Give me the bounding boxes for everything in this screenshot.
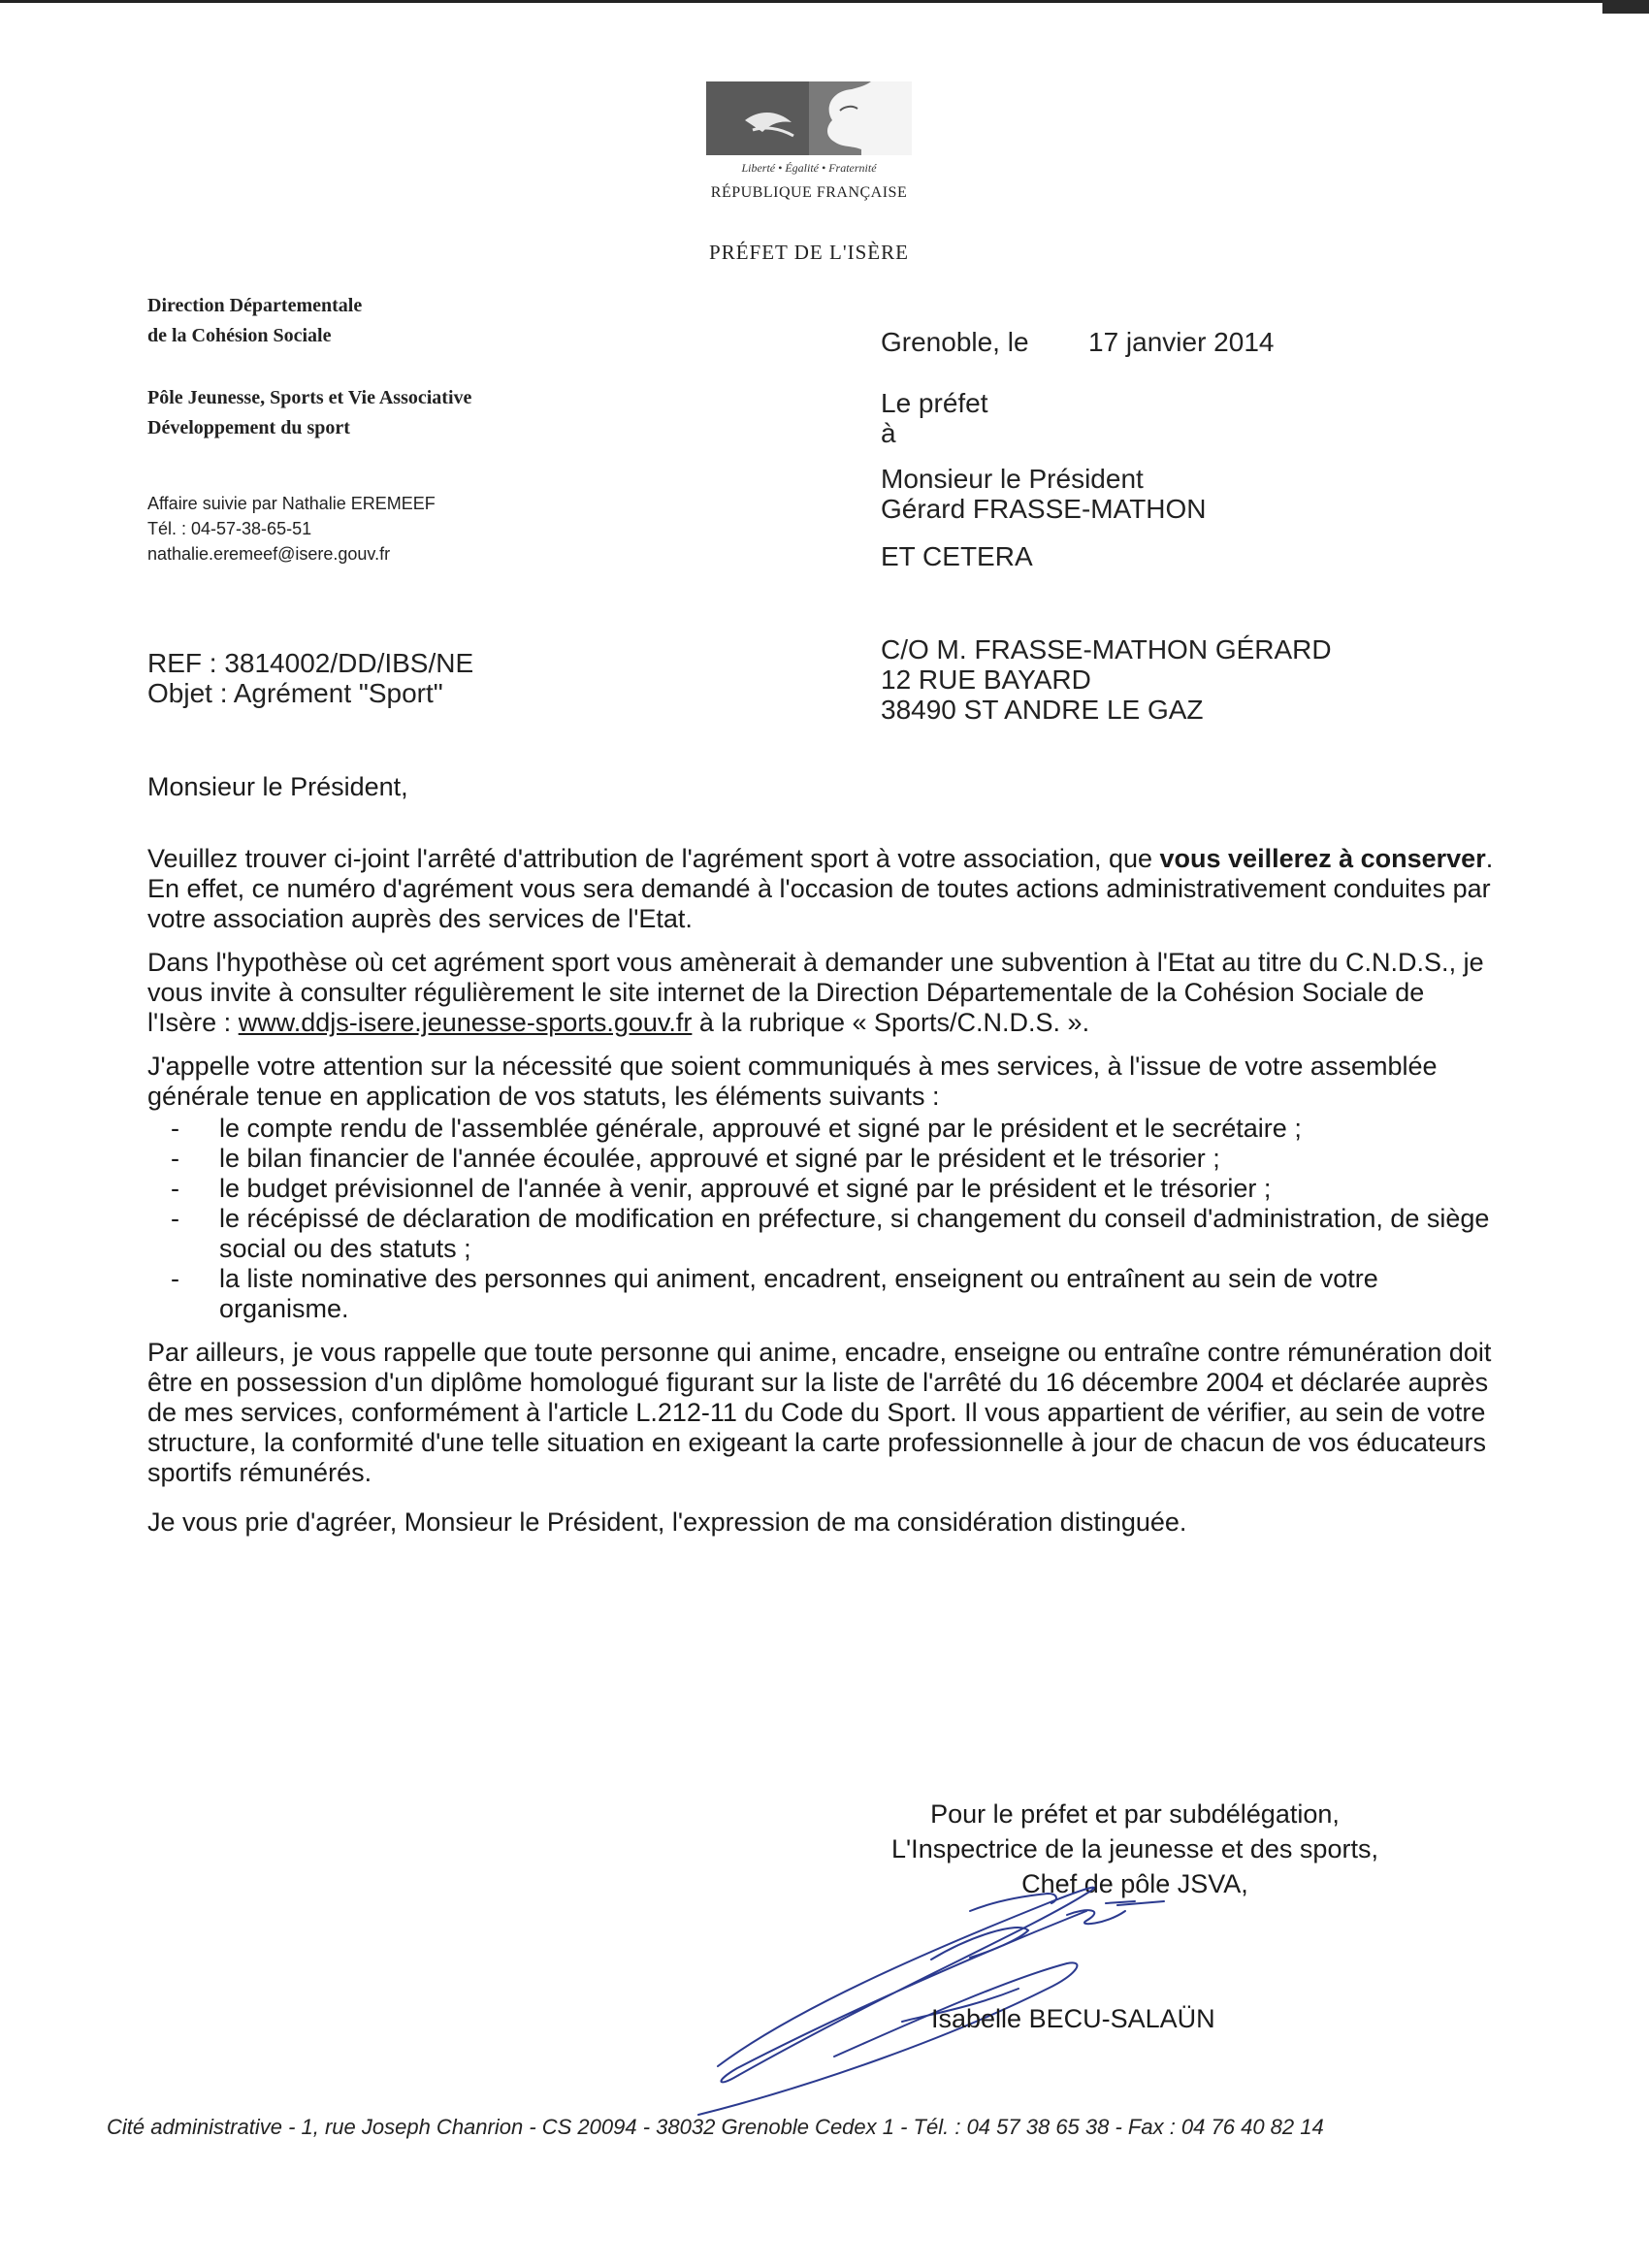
direction-block	[147, 291, 362, 351]
paragraph-2: Dans l'hypothèse où cet agrément sport vous amènerait à demander une subvention à l'Etat au titre du C.N.D.S., je vous invite à consulter régulièrement le site internet de la Direction Départementale de la Cohésion Sociale de l'Isère : www.ddjs-isere.jeunesse-sports.gouv.fr à la rubrique « Sports/C.N.D.S. ».	[147, 948, 1484, 1037]
list-item: - le budget prévisionnel de l'année à venir, approuvé et signé par le président et le trésorier ;	[171, 1174, 1272, 1203]
prefet-title: PRÉFET DE L'ISÈRE	[709, 241, 909, 264]
letter-body	[147, 844, 1496, 1551]
address-line: 38490 ST ANDRE LE GAZ	[881, 695, 1204, 725]
signature-line: L'Inspectrice de la jeunesse et des sports,	[891, 1834, 1378, 1863]
affaire-suivie: Affaire suivie par Nathalie EREMEEF	[147, 494, 436, 513]
list-item: - le récépissé de déclaration de modification en préfecture, si changement du conseil d'administration, de siège social ou des statuts ;	[171, 1204, 1490, 1263]
address-line: 12 RUE BAYARD	[881, 664, 1091, 695]
salutation: Monsieur le Président,	[147, 772, 408, 801]
requirements-list	[147, 1114, 1496, 1324]
recipient-line: Le préfet	[881, 388, 988, 418]
emphasis: vous veillerez à conserver	[1159, 844, 1486, 873]
recipient-line: ET CETERA	[881, 541, 1033, 571]
date: 17 janvier 2014	[1088, 327, 1275, 357]
pole-line: Pôle Jeunesse, Sports et Vie Associative	[147, 387, 472, 408]
email: nathalie.eremeef@isere.gouv.fr	[147, 544, 391, 564]
website-link[interactable]: www.ddjs-isere.jeunesse-sports.gouv.fr	[238, 1008, 693, 1037]
motto: Liberté • Égalité • Fraternité	[741, 161, 877, 175]
signature-line: Pour le préfet et par subdélégation,	[930, 1799, 1340, 1829]
recipient-line: Gérard FRASSE-MATHON	[881, 494, 1207, 524]
objet: Objet : Agrément "Sport"	[147, 678, 443, 708]
address-block	[881, 634, 1332, 725]
pole-line: Développement du sport	[147, 417, 350, 438]
recipient-name-block	[881, 464, 1207, 524]
paragraph-1: Veuillez trouver ci-joint l'arrêté d'attribution de l'agrément sport à votre association, que vous veillerez à conserver. En effet, ce numéro d'agrément vous sera demandé à l'occasion de toutes actions administrativement conduites par votre association auprès des services de l'Etat.	[147, 844, 1494, 933]
bullet-dash: -	[171, 1114, 179, 1143]
bullet-dash: -	[171, 1204, 179, 1233]
direction-line: Direction Départementale	[147, 295, 363, 316]
scan-corner-mark	[1602, 0, 1649, 14]
footer-address: Cité administrative - 1, rue Joseph Chanrion - CS 20094 - 38032 Grenoble Cedex 1 - Tél. : 04 57 38 65 38 - Fax : 04 76 40 82 14	[107, 2115, 1324, 2139]
recipient-line: Monsieur le Président	[881, 464, 1144, 494]
marianne-icon	[706, 81, 912, 155]
signatory-name: Isabelle BECU-SALAÜN	[931, 2004, 1215, 2033]
recipient-block	[881, 388, 988, 448]
bullet-dash: -	[171, 1174, 179, 1203]
contact-block	[147, 491, 436, 567]
list-item: - le bilan financier de l'année écoulée, approuvé et signé par le président et le trésorier ;	[171, 1144, 1220, 1173]
recipient-line: à	[881, 418, 896, 448]
telephone: Tél. : 04-57-38-65-51	[147, 519, 312, 538]
address-line: C/O M. FRASSE-MATHON GÉRARD	[881, 634, 1332, 664]
scan-top-border	[0, 0, 1639, 3]
handwritten-signature	[679, 1843, 1203, 2124]
list-item: - la liste nominative des personnes qui animent, encadrent, enseignent ou entraînent au sein de votre organisme.	[171, 1264, 1378, 1323]
republique-francaise: RÉPUBLIQUE FRANÇAISE	[710, 184, 908, 201]
signature-line: Chef de pôle JSVA,	[1021, 1869, 1248, 1898]
reference: REF : 3814002/DD/IBS/NE	[147, 648, 474, 678]
place: Grenoble, le	[881, 327, 1029, 357]
pole-block	[147, 383, 471, 443]
paragraph-4: Par ailleurs, je vous rappelle que toute personne qui anime, encadre, enseigne ou entraîne contre rémunération doit être en possession d'un diplôme homologué figurant sur la liste de l'arrêté du 16 décembre 2004 et déclarée auprès de mes services, conformément à l'article L.212-11 du Code du Sport. Il vous appartient de vérifier, au sein de votre structure, la conformité d'une telle situation en exigeant la carte professionnelle à jour de chacun de vos éducateurs sportifs rémunérés.	[147, 1338, 1492, 1487]
reference-block	[147, 648, 473, 708]
bullet-dash: -	[171, 1264, 179, 1293]
marianne-logo	[706, 81, 912, 155]
bullet-dash: -	[171, 1144, 179, 1173]
direction-line: de la Cohésion Sociale	[147, 325, 332, 346]
list-item: - le compte rendu de l'assemblée générale, approuvé et signé par le président et le secrétaire ;	[171, 1114, 1302, 1143]
paragraph-3: J'appelle votre attention sur la nécessité que soient communiqués à mes services, à l'issue de votre assemblée générale tenue en application de vos statuts, les éléments suivants :	[147, 1052, 1438, 1111]
closing-formula: Je vous prie d'agréer, Monsieur le Président, l'expression de ma considération distinguée.	[147, 1507, 1187, 1537]
